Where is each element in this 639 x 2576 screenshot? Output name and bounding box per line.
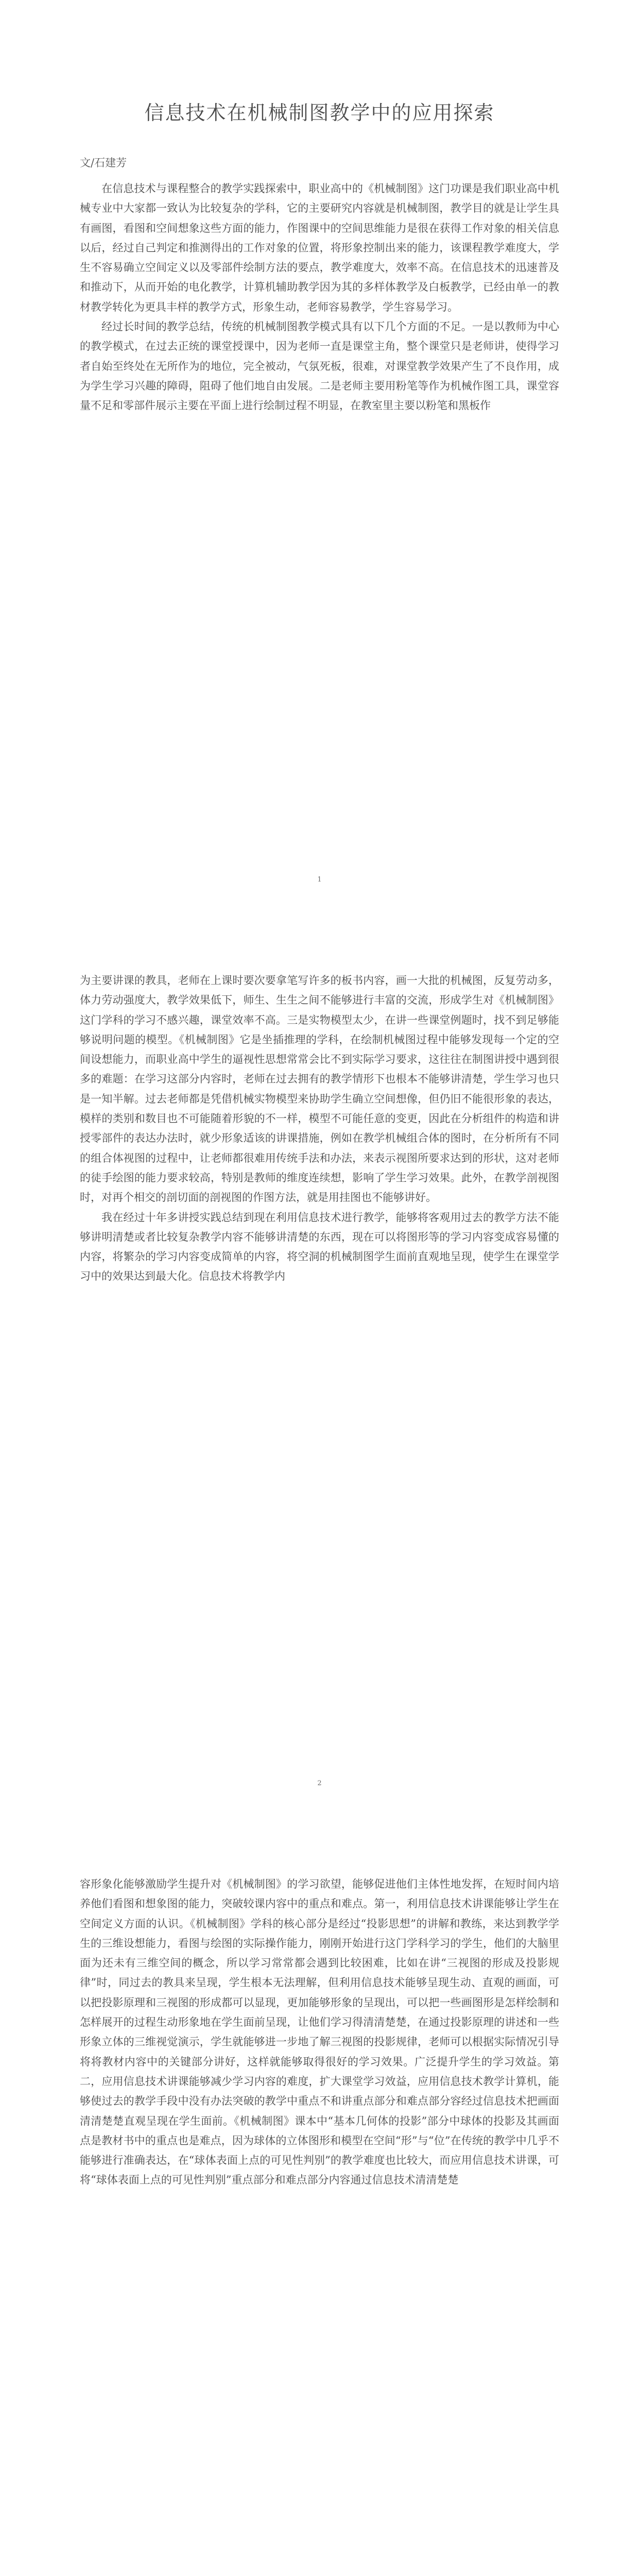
author-line: 文/石建芳 [80, 157, 127, 169]
paragraph: 经过长时间的教学总结，传统的机械制图教学模式具有以下几个方面的不足。一是以教师为中心的教学模式，在过去正统的课堂授课中，因为老师一直是课堂主角，整个课堂只是老师讲，使得学习者自始至终处在无所作为的地位，完全被动，气氛死板，很难，对课堂教学效果产生了不良作用，成为学生学习兴趣的障碍，阻碍了他们地自由发展。二是老师主要用粉笔等作为机械作图工具，课堂容量不足和零部件展示主要在平面上进行绘制过程不明显，在教室里主要以粉笔和黑板作 [80, 320, 559, 412]
page-body [80, 179, 559, 416]
page-2 [0, 904, 639, 1807]
page-1 [0, 0, 639, 904]
page-number: 1 [317, 876, 322, 884]
paragraph: 在信息技术与课程整合的教学实践探索中，职业高中的《机械制图》这门功课是我们职业高中机械专业中大家都一致认为比较复杂的学科，它的主要研究内容就是机械制图，教学目的就是让学生具有画图，看图和空间想象这些方面的能力，作图课中的空间思维能力是很在获得工作对象的相关信息以后，经过自己判定和推测得出的工作对象的位置，将形象控制出来的能力，该课程教学难度大，学生不容易确立空间定义以及零部件绘制方法的要点，教学难度大，效率不高。在信息技术的迅速普及和推动下，从而开始的电化教学，计算机辅助教学因为其的多样体教学及白板教学，已经由单一的教材教学转化为更具丰样的教学方式，形象生动，老师容易教学，学生容易学习。 [80, 182, 559, 313]
page-3 [0, 1807, 639, 2576]
page-number: 2 [317, 1780, 322, 1787]
article-title: 信息技术在机械制图教学中的应用探索 [144, 101, 495, 124]
page-body [80, 1874, 559, 2190]
paragraph: 为主要讲课的教具，老师在上课时要次要拿笔写许多的板书内容，画一大批的机械图，反复劳动多，体力劳动强度大，教学效果低下，师生、生生之间不能够进行丰富的交流，形成学生对《机械制图》这门学科的学习不感兴趣，课堂效率不高。三是实物模型太少，在讲一些课堂例题时，找不到足够能够说明问题的模型。《机械制图》它是坐插推理的学科，在绘制机械图过程中能够发现每一个定的空间设想能力，而职业高中学生的逼视性思想常常会比不到实际学习要求，这往往在制图讲授中遇到很多的难题：在学习这部分内容时，老师在过去拥有的教学情形下也根本不能够讲清楚，学生学习也只是一知半解。过去老师都是凭借机械实物模型来协助学生确立空间想像，但仍旧不能很形象的表达，模样的类别和数目也不可能随着形貌的不一样，模型不可能任意的变更，因此在分析组件的构造和讲授零部件的表达办法时，就少形象适该的讲课措施，例如在教学机械组合体的图时，在分析所有不同的组合体视图的过程中，让老师都很难用传统手法和办法，来表示视图所要求达到的形状，这对老师的徒手绘图的能力要求较高，特别是教师的维度连续想，影响了学生学习效果。此外，在教学剖视图时，对再个相交的剖切面的剖视图的作图方法，就是用挂图也不能够讲好。 [80, 974, 559, 1204]
paragraph: 我在经过十年多讲授实践总结到现在利用信息技术进行教学，能够将客观用过去的教学方法不能够讲明清楚或者比较复杂教学内容不能够讲清楚的东西，现在可以将图形等的学习内容变成容易懂的内容，将繁杂的学习内容变成简单的内容，将空洞的机械制图学生面前直观地呈现，使学生在课堂学习中的效果达到最大化。信息技术将教学内 [80, 1211, 559, 1283]
paragraph: 容形象化能够激励学生提升对《机械制图》的学习欲望，能够促进他们主体性地发挥，在短时间内培养他们看图和想象图的能力，突破较课内容中的重点和难点。第一，利用信息技术讲课能够让学生在空间定义方面的认识。《机械制图》学科的核心部分是经过“投影思想”的讲解和教练，来达到教学学生的三维设想能力，看图与绘图的实际操作能力，刚刚开始进行这门学科学习的学生，他们的大脑里面为还未有三维空间的概念，所以学习常常都会遇到比较困难，比如在讲“三视图的形成及投影规律”时，同过去的教具来呈现，学生根本无法理解，但利用信息技术能够呈现生动、直观的画面，可以把投影原理和三视图的形成都可以显现，更加能够形象的呈现出，可以把一些画图形是怎样绘制和怎样展开的过程生动形象地在学生面前呈现，让他们学习得清清楚楚，在通过投影原理的讲述和一些形象立体的三维视觉演示，学生就能够进一步地了解三视图的投影规律，老师可以根据实际情况引导将将教材内容中的关键部分讲好，这样就能够取得很好的学习效果。广泛提升学生的学习效益。第二，应用信息技术讲课能够减少学习内容的难度，扩大课堂学习效益，应用信息技术教学计算机，能够使过去的教学手段中没有办法突破的教学中重点不和讲重点部分和难点部分容经过信息技术把画面清清楚楚直观呈现在学生面前。《机械制图》课本中“基本几何体的投影”部分中球体的投影及其画面点是教材书中的重点也是难点，因为球体的立体图形和模型在空间“形”与“位”在传统的教学中几乎不能够进行准确表达，在“球体表面上点的可见性判别”的教学难度也比较大，而应用信息技术讲课，可将“球体表面上点的可见性判别”重点部分和难点部分内容通过信息技术清清楚楚 [80, 1878, 559, 2187]
page-body [80, 971, 559, 1286]
